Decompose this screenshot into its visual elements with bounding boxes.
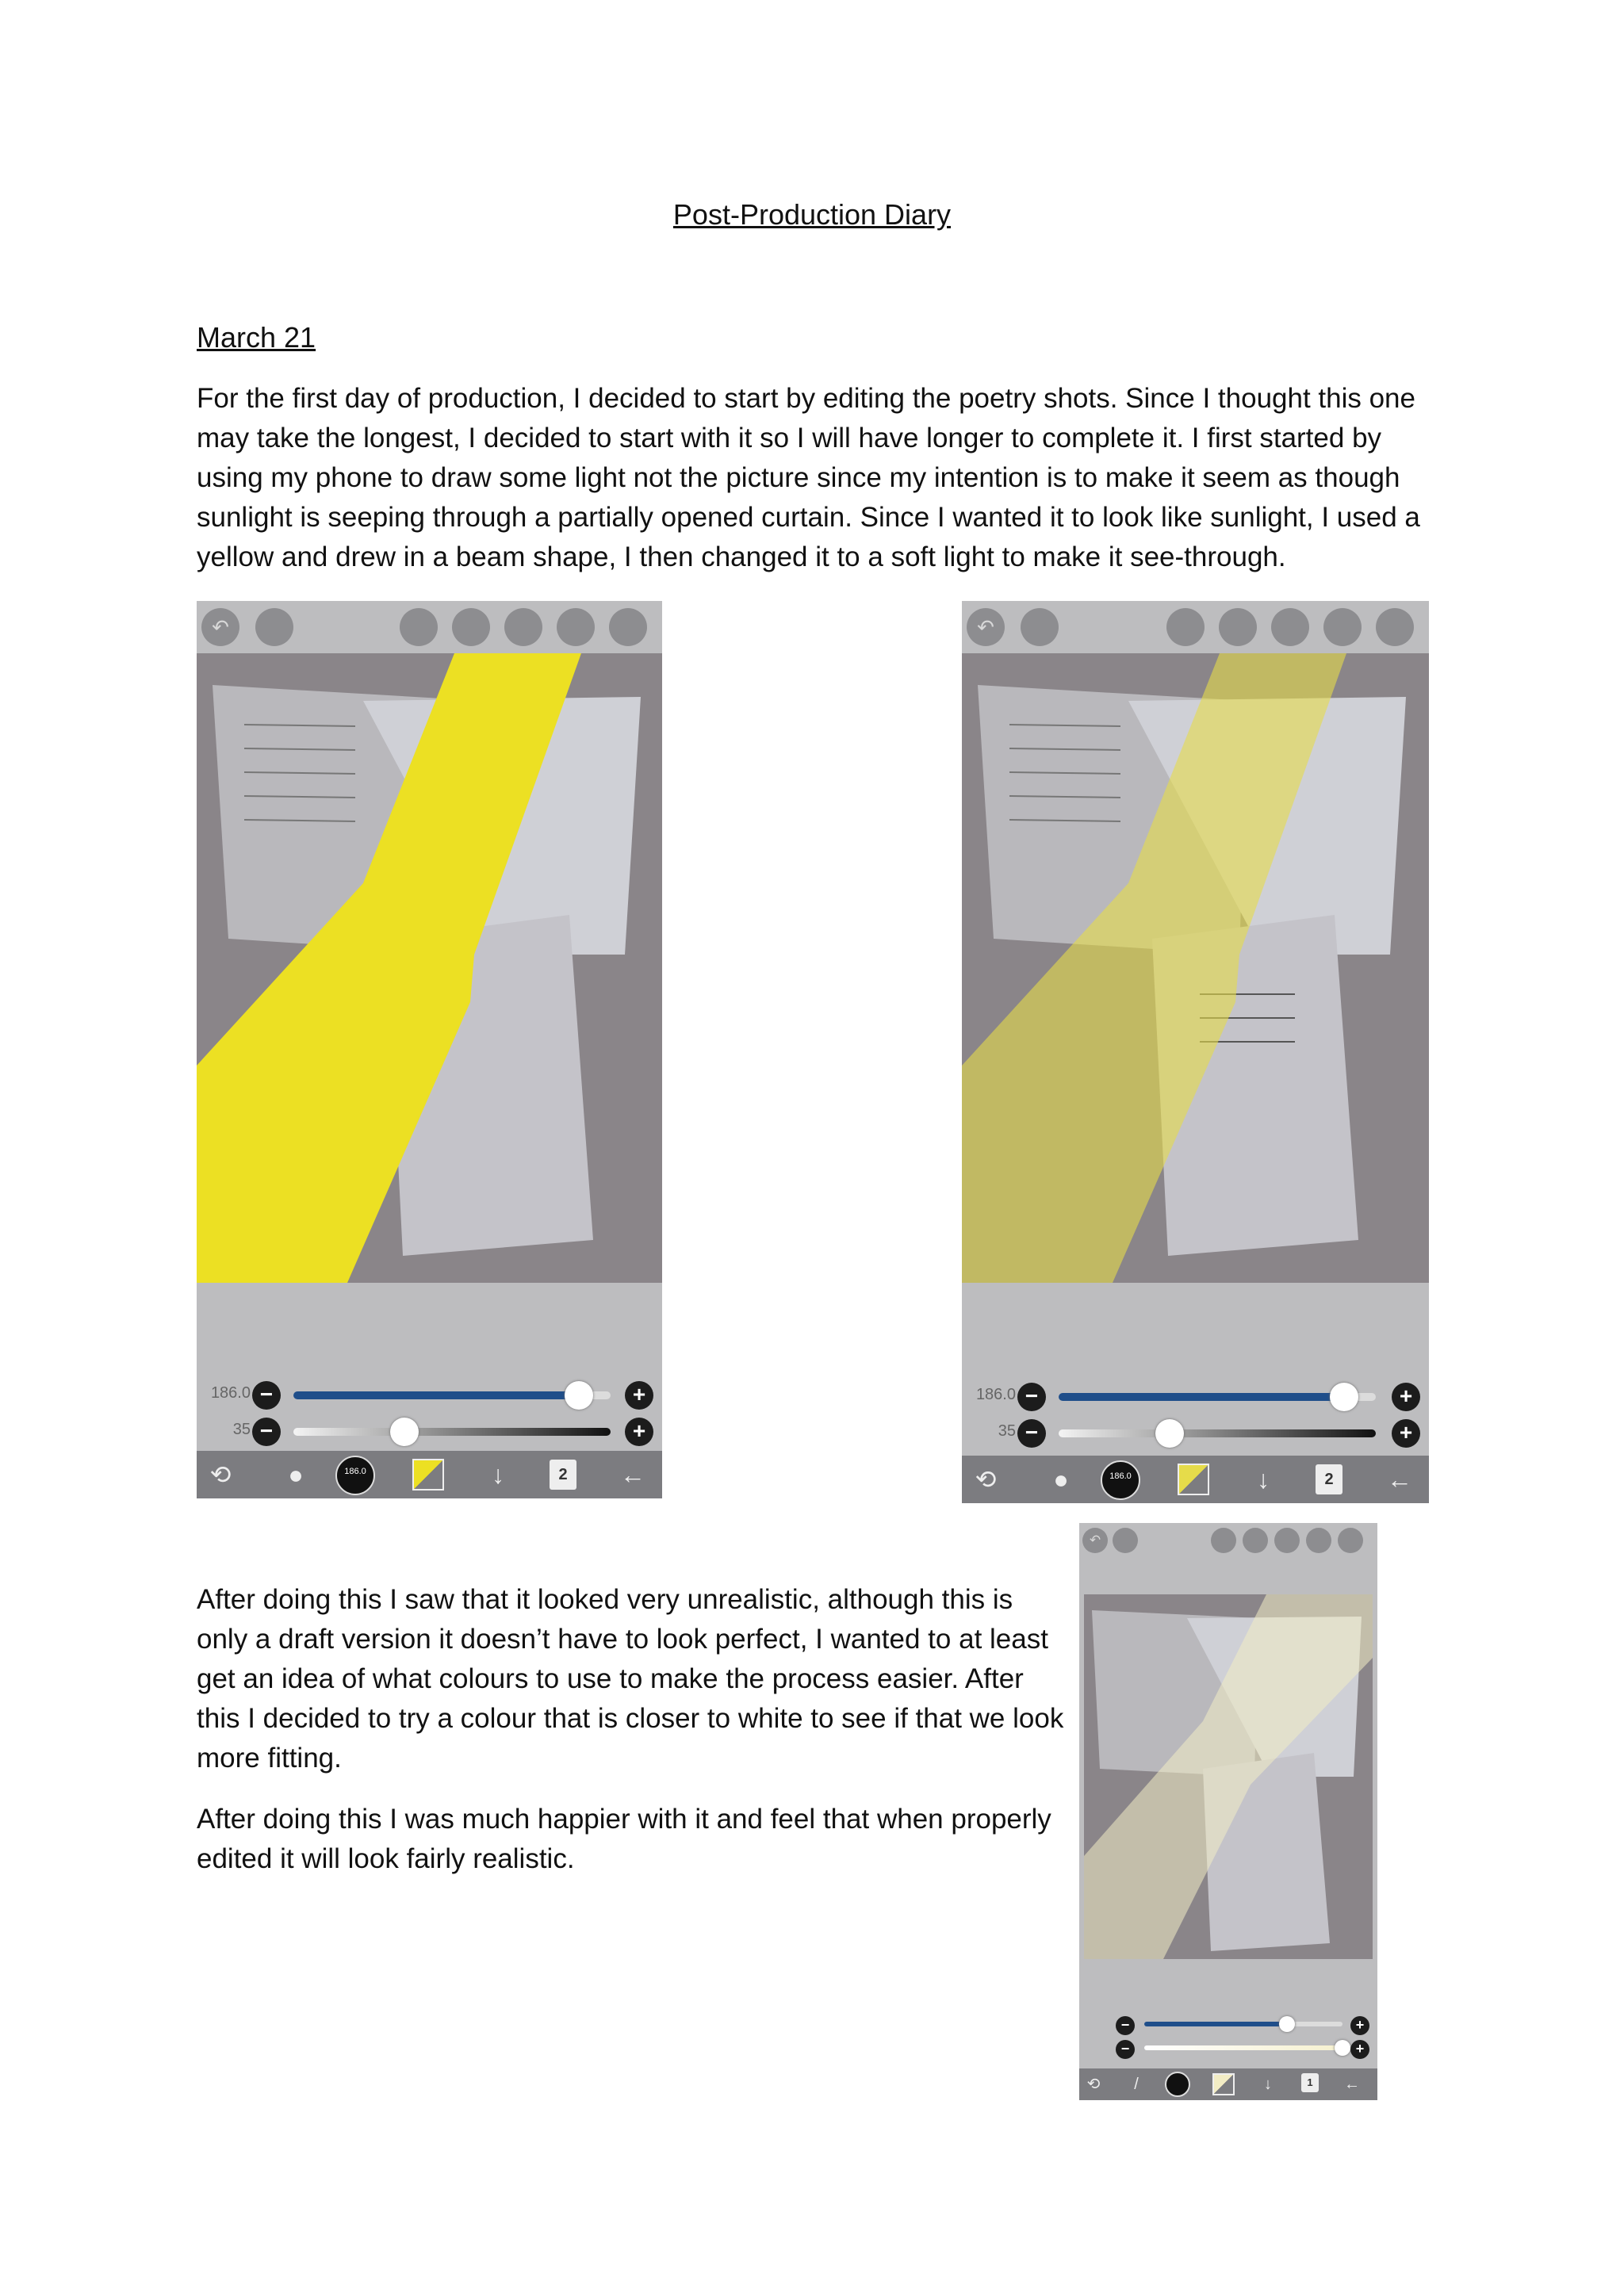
- minus-icon[interactable]: −: [1017, 1383, 1046, 1411]
- transform-icon[interactable]: ⟲: [1086, 2076, 1101, 2093]
- photo-canvas-art: [962, 653, 1429, 1283]
- down-arrow-icon[interactable]: ↓: [1257, 1465, 1270, 1494]
- drawing-canvas: [962, 653, 1429, 1283]
- drawing-canvas: [197, 653, 662, 1283]
- opacity-track[interactable]: [293, 1428, 611, 1436]
- brush-icon[interactable]: [1165, 2072, 1190, 2097]
- layer-settings-icon: [1166, 608, 1205, 646]
- selection-icon: [1219, 608, 1257, 646]
- minus-icon[interactable]: −: [1116, 2040, 1135, 2059]
- layer-settings-icon: [1211, 1528, 1236, 1553]
- minus-icon[interactable]: −: [1017, 1419, 1046, 1448]
- opacity-slider[interactable]: [1079, 2038, 1377, 2070]
- layers-icon[interactable]: 2: [550, 1460, 576, 1490]
- paragraph-reflection: After doing this I saw that it looked very unrealistic, although this is only a draft version it doesn’t have to look perfect, I wanted to at least get an idea of what colours to use to make the process easier. After this I decided to try a colour that is closer to white to see if that we look more fitting.: [197, 1584, 1064, 1774]
- drop-icon[interactable]: ●: [288, 1460, 304, 1489]
- redo-icon: [255, 608, 293, 646]
- bottom-toolbar: [1079, 2068, 1377, 2100]
- brush-icon[interactable]: 186.0: [335, 1456, 375, 1495]
- color-swatch[interactable]: [412, 1459, 444, 1490]
- hand-icon: [1271, 608, 1309, 646]
- back-arrow-icon[interactable]: ←: [1344, 2076, 1360, 2093]
- screenshot-yellow-beam-opaque: [197, 601, 662, 1498]
- paragraph-conclusion: After doing this I was much happier with it and feel that when properly edited it will look fairly realistic.: [197, 1804, 1051, 1874]
- gallery-icon: [1376, 608, 1414, 646]
- hand-icon: [504, 608, 542, 646]
- selection-icon: [1243, 1528, 1268, 1553]
- layers-icon[interactable]: 2: [1316, 1464, 1342, 1494]
- opacity-value: 35: [998, 1422, 1016, 1440]
- photo-canvas-art: [197, 653, 662, 1283]
- drop-icon[interactable]: ●: [1053, 1465, 1069, 1494]
- pen-icon: [557, 608, 595, 646]
- undo-icon: ↶: [967, 608, 1005, 646]
- brush-icon[interactable]: 186.0: [1101, 1460, 1140, 1500]
- selection-icon: [452, 608, 490, 646]
- opacity-value: 35: [232, 1421, 251, 1438]
- gallery-icon: [609, 608, 647, 646]
- transform-icon[interactable]: ⟲: [209, 1460, 232, 1489]
- photo-canvas-art: [1084, 1594, 1373, 1959]
- color-swatch[interactable]: [1178, 1464, 1209, 1495]
- size-value: 186.0: [210, 1384, 251, 1402]
- plus-icon[interactable]: +: [625, 1418, 653, 1446]
- opacity-slider[interactable]: [962, 1418, 1429, 1449]
- drawing-canvas: [1084, 1594, 1373, 1959]
- plus-icon[interactable]: +: [1350, 2016, 1369, 2035]
- redo-icon: [1021, 608, 1059, 646]
- pen-icon: [1306, 1528, 1331, 1553]
- minus-icon[interactable]: −: [252, 1381, 281, 1410]
- screenshot-yellow-beam-soft-light: [962, 601, 1429, 1503]
- plus-icon[interactable]: +: [625, 1381, 653, 1410]
- screenshot-pale-beam: [1079, 1523, 1377, 2100]
- paragraph-intro: For the first day of production, I decided to start by editing the poetry shots. Since I thought this one may take the longest, I decided to start with it so I will have longer to complete it. I first started by using my phone to draw some light not the picture since my intention is to make it seem as though sunlight is seeping through a partially opened curtain. Since I wanted it to look like sunlight, I used a yellow and drew in a beam shape, I then changed it to a soft light to make it see-through.: [197, 383, 1420, 572]
- bottom-toolbar: [197, 1451, 662, 1498]
- document-title: Post-Production Diary: [672, 198, 952, 231]
- hand-icon: [1274, 1528, 1300, 1553]
- app-toolbar: [962, 601, 1429, 653]
- minus-icon[interactable]: −: [1116, 2016, 1135, 2035]
- back-arrow-icon[interactable]: ←: [1387, 1465, 1412, 1494]
- app-toolbar: [197, 601, 662, 653]
- plus-icon[interactable]: +: [1392, 1383, 1420, 1411]
- opacity-track[interactable]: [1144, 2045, 1342, 2050]
- undo-icon: ↶: [201, 608, 239, 646]
- bottom-toolbar: [962, 1456, 1429, 1503]
- color-swatch[interactable]: [1212, 2073, 1235, 2095]
- down-arrow-icon[interactable]: ↓: [492, 1460, 504, 1489]
- size-track[interactable]: [1144, 2022, 1342, 2026]
- size-value: 186.0: [975, 1386, 1016, 1403]
- brush-size-slider[interactable]: [962, 1381, 1429, 1413]
- layer-settings-icon: [400, 608, 438, 646]
- pen-tool-icon[interactable]: /: [1134, 2076, 1139, 2093]
- redo-icon: [1113, 1528, 1138, 1553]
- pen-icon: [1323, 608, 1362, 646]
- plus-icon[interactable]: +: [1350, 2040, 1369, 2059]
- undo-icon: ↶: [1082, 1528, 1108, 1553]
- plus-icon[interactable]: +: [1392, 1419, 1420, 1448]
- down-arrow-icon[interactable]: ↓: [1264, 2076, 1272, 2093]
- date-heading: March 21: [197, 321, 316, 354]
- brush-size-slider[interactable]: [197, 1380, 662, 1411]
- app-toolbar: [1079, 1523, 1377, 1558]
- opacity-track[interactable]: [1059, 1429, 1376, 1437]
- minus-icon[interactable]: −: [252, 1418, 281, 1446]
- opacity-slider[interactable]: [197, 1416, 662, 1448]
- size-track[interactable]: [1059, 1393, 1376, 1401]
- size-track[interactable]: [293, 1391, 611, 1399]
- layers-icon[interactable]: 1: [1301, 2073, 1319, 2092]
- back-arrow-icon[interactable]: ←: [620, 1460, 645, 1489]
- gallery-icon: [1338, 1528, 1363, 1553]
- transform-icon[interactable]: ⟲: [975, 1465, 997, 1494]
